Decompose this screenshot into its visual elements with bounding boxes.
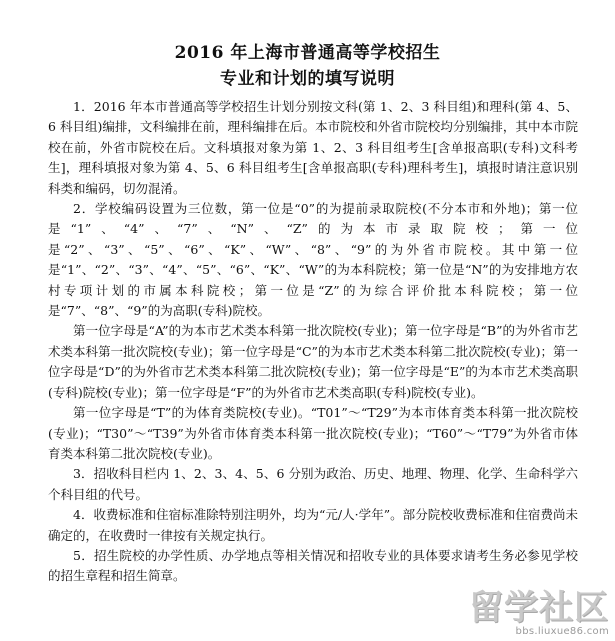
paragraph-2-art-codes: 第一位字母是“A”的为本市艺术类本科第一批次院校(专业)；第一位字母是“B”的为外省市艺术类本科第一批次院校(专业)；第一位字母是“C”的为本市艺术类本科第二批次院校(专业)；第一位字母是“D”的为外省市艺术类本科第二批次院校(专业)；第一位字母是“E”的为本市艺术类高职(专科)院校(专业)；第一位字母是“F”的为外省市艺术类高职(专科)院校(专业)。 [48,323,578,400]
watermark-url: bbs.liuxue86.com [515,626,609,637]
watermark-logo: 留学社区 [469,588,609,628]
watermark [469,588,609,637]
document-body [48,97,578,587]
paragraph-1: 1．2016 年本市普通高等学校招生计划分别按文科(第 1、2、3 科目组)和理科(第 4、5、6 科目组)编排，文科编排在前，理科编排在后。本市院校和外省市院校均分别编排，其中本市院校在前，外省市院校在后。文科填报对象为第 1、2、3 科目组考生[含单报高职(专科)文科考生]，理科填报对象为第 4、5、6 科目组考生[含单报高职(专科)理科考生]，填报时请注意识别科类和编码，切勿混淆。 [48,99,578,196]
document-title-line1: 2016 年上海市普通高等学校招生 [174,43,441,63]
paragraph-4: 4．收费标准和住宿标准除特别注明外，均为“元/人·学年”。部分院校收费标准和住宿费尚未确定的，在收费时一律按有关规定执行。 [48,507,578,543]
paragraph-2-sports-codes: 第一位字母是“T”的为体育类院校(专业)。“T01”～“T29”为本市体育类本科第一批次院校(专业)；“T30”～“T39”为外省市体育类本科第一批次院校(专业)；“T60”～“T79”为外省市体育类本科第二批次院校(专业)。 [48,405,578,461]
paragraph-2: 2．学校编码设置为三位数，第一位是“0”的为提前录取院校(不分本市和外地)；第一位是“1”、“4”、“7”、“N”、“Z”的为本市录取院校；第一位是“2”、“3”、“5”、“6”、“K”、“W”、“8”、“9”的为外省市院校。其中第一位是“1”、“2”、“3”、“4”、“5”、“6”、“K”、“W”的为本科院校；第一位是“N”的为安排地方农村专项计划的市属本科院校；第一位是“Z”的为综合评价批本科院校；第一位是“7”、“8”、“9”的为高职(专科)院校。 [48,201,578,319]
paragraph-3: 3．招收科目栏内 1、2、3、4、5、6 分别为政治、历史、地理、物理、化学、生命科学六个科目组的代号。 [48,466,578,502]
paragraph-5: 5．招生院校的办学性质、办学地点等相关情况和招收专业的具体要求请考生务必参见学校的招生章程和招生简章。 [48,547,578,584]
document-title-line2: 专业和计划的填写说明 [220,69,395,89]
